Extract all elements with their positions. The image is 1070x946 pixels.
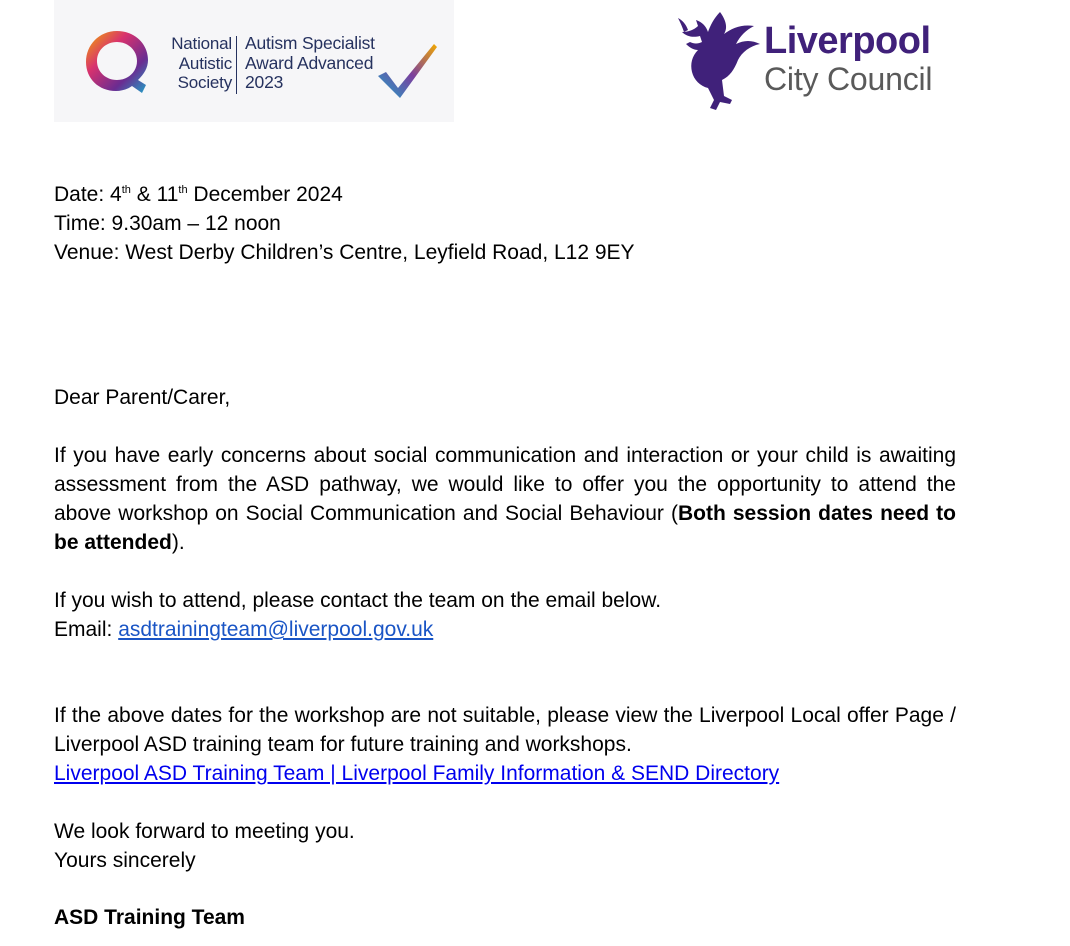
council-name-line1: Liverpool [764,20,931,62]
letterhead [0,0,1000,148]
intro-end: ). [171,531,185,554]
nas-name-line: National [171,34,232,53]
date-middle: & 11 [130,183,179,206]
nas-organisation-name [152,34,232,93]
tick-icon [376,42,438,100]
contact-line: If you wish to attend, please contact the team on the email below. [54,589,662,612]
award-word: Award [245,52,294,73]
intro-paragraph [54,441,956,557]
council-name-line2: City Council [764,61,933,97]
nas-award-logo [54,0,454,122]
training-team-link[interactable]: Liverpool ASD Training Team | Liverpool Family Information & SEND Directory [54,762,780,785]
award-line-1: Autism Specialist [245,33,375,53]
closing-line: We look forward to meeting you. [54,820,355,843]
liver-bird-icon [676,10,762,114]
award-level: Advanced [293,52,374,73]
date-ordinal: th [178,184,188,196]
event-time: Time: 9.30am – 12 noon [54,212,281,235]
alternative-text: If the above dates for the workshop are not suitable, please view the Liverpool Local offer Page / Liverpool ASD training team for future training and workshops. [54,704,956,756]
nas-name-line: Society [177,73,232,92]
date-label: Date: 4 [54,183,122,206]
intro-text: If you have early concerns about social communication and interaction or your child is awaiting assessment from the ASD pathway, we would like to offer you the opportunity to attend the above workshop on Social Communication and Social Behaviour ( [54,444,956,525]
nas-ring-icon [82,27,152,97]
date-ordinal: th [121,184,131,196]
nas-name-line: Autistic [178,53,232,73]
award-year: 2023 [245,72,284,92]
date-rest: December 2024 [187,183,343,206]
signature [54,903,956,932]
email-line [54,615,956,644]
sign-off: Yours sincerely [54,849,196,872]
email-link[interactable]: asdtrainingteam@liverpool.gov.uk [118,618,434,641]
event-venue: Venue: West Derby Children’s Centre, Leyfield Road, L12 9EY [54,241,635,264]
email-label: Email: [54,618,119,641]
signature-text: ASD Training Team [54,906,245,929]
event-date [54,180,956,209]
salutation: Dear Parent/Carer, [54,386,231,409]
attendance-note: Both session dates need to be attended [54,502,956,554]
alternative-paragraph [54,701,956,788]
nas-divider [236,36,237,94]
